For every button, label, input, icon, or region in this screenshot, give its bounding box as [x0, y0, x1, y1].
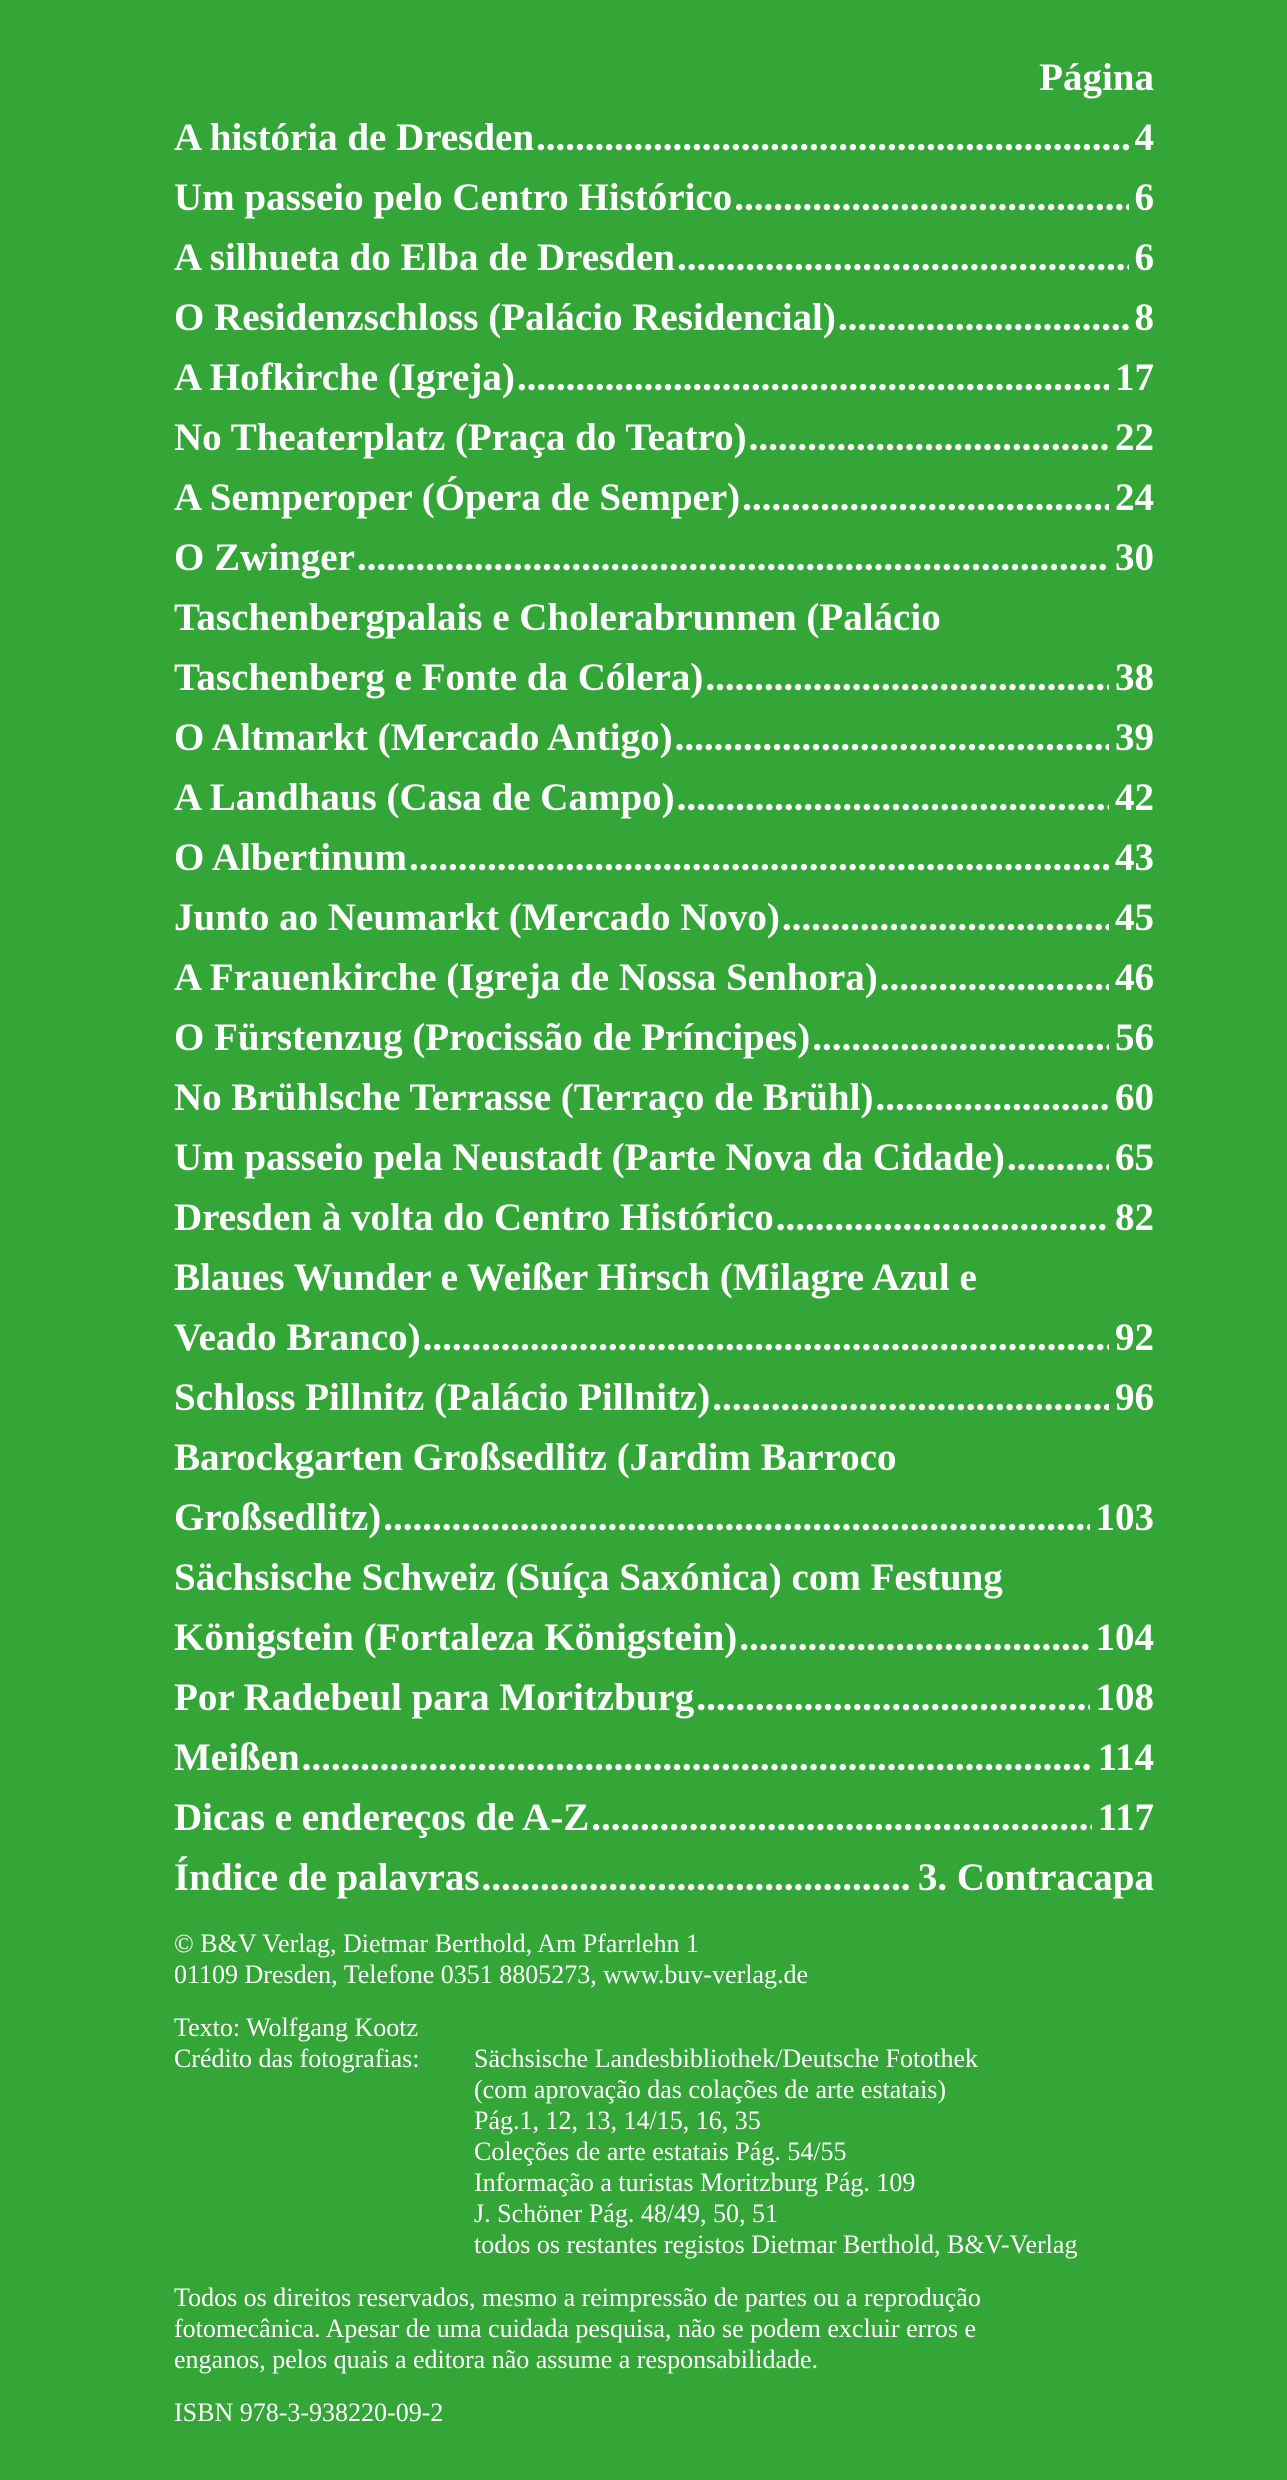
toc-entry-line — [174, 108, 1154, 168]
toc-entry — [174, 408, 1154, 468]
toc-entry — [174, 1788, 1154, 1848]
dot-leader — [302, 1728, 1092, 1788]
toc-entry-line — [174, 708, 1154, 768]
photo-credits-label: Crédito das fotografias: — [174, 2044, 420, 2073]
toc-entry — [174, 1188, 1154, 1248]
toc-entry-title: Meißen — [174, 1736, 300, 1779]
publisher-line: 01109 Dresden, Telefone 0351 8805273, www.buv-verlag.de — [174, 1960, 809, 1989]
toc-entry-page: 6 — [1134, 236, 1154, 279]
toc-entry-page: 45 — [1115, 896, 1154, 939]
toc-entry-page: 22 — [1115, 416, 1154, 459]
table-of-contents — [174, 108, 1154, 1908]
toc-entry-line — [174, 948, 1154, 1008]
toc-entry-title: Veado Branco) — [174, 1316, 421, 1359]
dot-leader — [742, 468, 1109, 528]
toc-entry-line — [174, 1848, 1154, 1908]
dot-leader — [357, 528, 1109, 588]
toc-entry-line — [174, 888, 1154, 948]
publisher-info — [174, 1928, 1154, 1990]
toc-entry-title: Königstein (Fortaleza Königstein) — [174, 1616, 738, 1659]
toc-entry-title: Dresden à volta do Centro Histórico — [174, 1196, 774, 1239]
toc-entry — [174, 1008, 1154, 1068]
toc-entry-page: 6 — [1134, 176, 1154, 219]
toc-entry — [174, 1848, 1154, 1908]
toc-entry-title: Schloss Pillnitz (Palácio Pillnitz) — [174, 1376, 711, 1419]
imprint — [174, 1928, 1154, 2428]
toc-entry-line — [174, 1128, 1154, 1188]
dot-leader — [517, 348, 1109, 408]
toc-entry-page: 56 — [1115, 1016, 1154, 1059]
toc-entry — [174, 1428, 1154, 1548]
toc-entry-page: 92 — [1115, 1316, 1154, 1359]
photo-credit-line: J. Schöner Pág. 48/49, 50, 51 — [474, 2199, 779, 2228]
toc-entry-line — [174, 768, 1154, 828]
photo-credit-line: todos os restantes registos Dietmar Berthold, B&V-Verlag — [474, 2230, 1078, 2259]
toc-entry-title-line: Sächsische Schweiz (Suíça Saxónica) com Festung — [174, 1556, 1003, 1599]
toc-entry-page: 17 — [1115, 356, 1154, 399]
toc-entry-line — [174, 1728, 1154, 1788]
toc-entry — [174, 348, 1154, 408]
toc-entry — [174, 828, 1154, 888]
toc-entry — [174, 108, 1154, 168]
toc-entry-page: 8 — [1134, 296, 1154, 339]
dot-leader — [734, 168, 1128, 228]
rights-line: fotomecânica. Apesar de uma cuidada pesquisa, não se podem excluir erros e — [174, 2314, 977, 2343]
toc-entry-line — [174, 1668, 1154, 1728]
toc-entry-title-line: Barockgarten Großsedlitz (Jardim Barroco — [174, 1436, 897, 1479]
dot-leader — [1007, 1128, 1109, 1188]
toc-entry — [174, 1128, 1154, 1188]
toc-entry-line — [174, 1008, 1154, 1068]
rights-line: enganos, pelos quais a editora não assume a responsabilidade. — [174, 2345, 819, 2374]
toc-entry-title-line: Blaues Wunder e Weißer Hirsch (Milagre Azul e — [174, 1256, 977, 1299]
toc-entry-title: O Residenzschloss (Palácio Residencial) — [174, 296, 836, 339]
toc-entry-title: A Semperoper (Ópera de Semper) — [174, 476, 741, 519]
toc-entry-title: O Zwinger — [174, 536, 355, 579]
dot-leader — [677, 228, 1129, 288]
toc-entry-line — [174, 1788, 1154, 1848]
toc-entry — [174, 1068, 1154, 1128]
publisher-line: © B&V Verlag, Dietmar Berthold, Am Pfarrlehn 1 — [174, 1929, 699, 1958]
toc-entry-title: Dicas e endereços de A-Z — [174, 1796, 590, 1839]
toc-entry-title: Junto ao Neumarkt (Mercado Novo) — [174, 896, 780, 939]
dot-leader — [776, 1188, 1109, 1248]
toc-entry-title: No Brühlsche Terrasse (Terraço de Brühl) — [174, 1076, 874, 1119]
toc-entry-page: 65 — [1115, 1136, 1154, 1179]
dot-leader — [536, 108, 1128, 168]
toc-entry-title: A Landhaus (Casa de Campo) — [174, 776, 675, 819]
toc-entry-page: 42 — [1115, 776, 1154, 819]
dot-leader — [812, 1008, 1109, 1068]
toc-entry — [174, 1248, 1154, 1368]
dot-leader — [696, 1668, 1089, 1728]
toc-entry-page: 117 — [1097, 1796, 1154, 1839]
toc-entry-line — [174, 168, 1154, 228]
photo-credit-line: Pág.1, 12, 13, 14/15, 16, 35 — [474, 2106, 761, 2135]
toc-entry-line — [174, 648, 1154, 708]
dot-leader — [838, 288, 1129, 348]
dot-leader — [705, 648, 1109, 708]
toc-entry-title: Índice de palavras — [174, 1856, 480, 1899]
text-credit: Texto: Wolfgang Kootz — [174, 2013, 419, 2042]
toc-entry — [174, 588, 1154, 708]
photo-credits — [174, 2043, 1154, 2260]
dot-leader — [739, 1608, 1089, 1668]
toc-entry-line — [174, 1488, 1154, 1548]
toc-entry-title: Großsedlitz) — [174, 1496, 382, 1539]
toc-entry — [174, 1728, 1154, 1788]
dot-leader — [749, 408, 1109, 468]
toc-entry-page: 46 — [1115, 956, 1154, 999]
rights-notice — [174, 2282, 1154, 2375]
toc-entry — [174, 948, 1154, 1008]
toc-entry-line — [174, 828, 1154, 888]
toc-entry-title: O Fürstenzug (Procissão de Príncipes) — [174, 1016, 811, 1059]
dot-leader — [591, 1788, 1091, 1848]
toc-entry — [174, 1548, 1154, 1668]
toc-entry-page: 104 — [1095, 1616, 1154, 1659]
toc-entry-line — [174, 468, 1154, 528]
dot-leader — [482, 1848, 912, 1908]
dot-leader — [880, 948, 1109, 1008]
toc-entry-line — [174, 1308, 1154, 1368]
toc-entry-page: 39 — [1115, 716, 1154, 759]
toc-entry-title: Taschenberg e Fonte da Cólera) — [174, 656, 704, 699]
toc-entry-page: 4 — [1134, 116, 1154, 159]
dot-leader — [423, 1308, 1109, 1368]
toc-entry-line — [174, 1188, 1154, 1248]
toc-entry-page: 30 — [1115, 536, 1154, 579]
toc-entry-title: A silhueta do Elba de Dresden — [174, 236, 675, 279]
toc-entry — [174, 468, 1154, 528]
toc-entry — [174, 768, 1154, 828]
toc-entry-page: 38 — [1115, 656, 1154, 699]
toc-entry — [174, 288, 1154, 348]
toc-header: Página — [1039, 56, 1154, 99]
photo-credit-line: Informação a turistas Moritzburg Pág. 109 — [474, 2168, 916, 2197]
document-page — [174, 48, 1154, 2428]
toc-entry-page: 43 — [1115, 836, 1154, 879]
toc-entry-page: 82 — [1115, 1196, 1154, 1239]
photo-credits-lines — [474, 2043, 1154, 2260]
photo-credit-line: (com aprovação das colações de arte estatais) — [474, 2075, 947, 2104]
photo-credit-line: Sächsische Landesbibliothek/Deutsche Fotothek — [474, 2044, 979, 2073]
dot-leader — [875, 1068, 1109, 1128]
toc-entry-line — [174, 408, 1154, 468]
toc-entry-line — [174, 348, 1154, 408]
isbn: ISBN 978-3-938220-09-2 — [174, 2398, 444, 2427]
toc-entry-page: 24 — [1115, 476, 1154, 519]
toc-entry-title: Por Radebeul para Moritzburg — [174, 1676, 695, 1719]
dot-leader — [409, 828, 1109, 888]
toc-entry-line — [174, 1068, 1154, 1128]
dot-leader — [677, 768, 1109, 828]
toc-entry-title: Um passeio pelo Centro Histórico — [174, 176, 733, 219]
toc-entry-line — [174, 288, 1154, 348]
toc-entry-page: 103 — [1095, 1496, 1154, 1539]
toc-entry-title: A Frauenkirche (Igreja de Nossa Senhora) — [174, 956, 878, 999]
toc-entry — [174, 228, 1154, 288]
toc-entry-page: 96 — [1115, 1376, 1154, 1419]
toc-entry — [174, 168, 1154, 228]
toc-entry-title: O Albertinum — [174, 836, 407, 879]
toc-entry — [174, 1368, 1154, 1428]
toc-entry-line — [174, 528, 1154, 588]
toc-entry — [174, 888, 1154, 948]
dot-leader — [782, 888, 1109, 948]
dot-leader — [383, 1488, 1089, 1548]
toc-entry — [174, 528, 1154, 588]
dot-leader — [675, 708, 1109, 768]
toc-entry-title-line: Taschenbergpalais e Cholerabrunnen (Palácio — [174, 596, 941, 639]
toc-entry-title: O Altmarkt (Mercado Antigo) — [174, 716, 673, 759]
toc-entry — [174, 1668, 1154, 1728]
toc-entry-page: 114 — [1097, 1736, 1154, 1779]
toc-entry-title: Um passeio pela Neustadt (Parte Nova da Cidade) — [174, 1136, 1005, 1179]
toc-entry-line — [174, 228, 1154, 288]
toc-entry-title: A história de Dresden — [174, 116, 535, 159]
toc-entry-line — [174, 1608, 1154, 1668]
toc-entry-line — [174, 1368, 1154, 1428]
toc-entry — [174, 708, 1154, 768]
toc-entry-page: 108 — [1095, 1676, 1154, 1719]
toc-entry-title: No Theaterplatz (Praça do Teatro) — [174, 416, 747, 459]
toc-entry-title: A Hofkirche (Igreja) — [174, 356, 515, 399]
rights-line: Todos os direitos reservados, mesmo a reimpressão de partes ou a reprodução — [174, 2283, 981, 2312]
toc-entry-page: 60 — [1115, 1076, 1154, 1119]
photo-credit-line: Coleções de arte estatais Pág. 54/55 — [474, 2137, 847, 2166]
dot-leader — [712, 1368, 1109, 1428]
toc-entry-page: 3. Contracapa — [917, 1856, 1154, 1899]
